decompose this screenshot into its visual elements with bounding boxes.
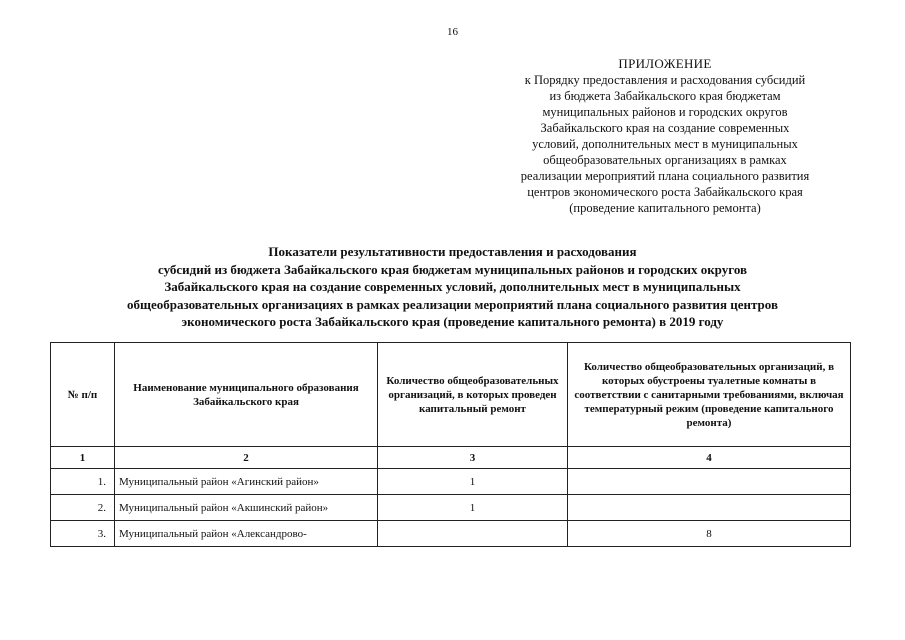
- title-line: Забайкальского края на создание современных условий, дополнительных мест в муниципальных: [164, 279, 741, 294]
- appendix-line: (проведение капитального ремонта): [569, 201, 761, 215]
- table-row: [51, 521, 851, 547]
- title-line: экономического роста Забайкальского края (проведение капитального ремонта) в 2019 году: [181, 314, 724, 329]
- toilet-count: 8: [568, 521, 851, 547]
- repaired-count: 1: [378, 469, 568, 495]
- title-line: субсидий из бюджета Забайкальского края бюджетам муниципальных районов и городских округов: [157, 261, 748, 277]
- appendix-line: к Порядку предоставления и расходования субсидий: [524, 73, 806, 87]
- column-numbers-row: [51, 447, 851, 469]
- page-number: 16: [447, 26, 458, 38]
- table-row: [51, 495, 851, 521]
- indicators-table: [50, 342, 851, 547]
- row-number: 2.: [51, 495, 115, 521]
- municipality-name: Муниципальный район «Агинский район»: [115, 469, 378, 495]
- row-number: 3.: [51, 521, 115, 547]
- header-repaired-count: Количество общеобразовательных организаций, в которых проведен капитальный ремонт: [378, 343, 568, 447]
- appendix-line: муниципальных районов и городских округов: [542, 105, 788, 119]
- appendix-title: ПРИЛОЖЕНИЕ: [618, 56, 712, 71]
- repaired-count: [378, 521, 568, 547]
- column-number: 3: [378, 447, 568, 469]
- title-line: Показатели результативности предоставления и расходования: [268, 244, 637, 259]
- table-header-row: [51, 343, 851, 447]
- municipality-name: Муниципальный район «Акшинский район»: [115, 495, 378, 521]
- appendix-line: из бюджета Забайкальского края бюджетам: [549, 89, 781, 103]
- title-line: общеобразовательных организациях в рамках реализации мероприятий плана социального развития центров: [127, 296, 778, 312]
- appendix-line: Забайкальского края на создание современных: [540, 121, 790, 135]
- header-toilet-count: Количество общеобразовательных организаций, в которых обустроены туалетные комнаты в соответствии с санитарными требованиями, включая температурный режим (проведение капитального ремонта): [568, 343, 851, 447]
- appendix-block: [470, 56, 860, 216]
- row-number: 1.: [51, 469, 115, 495]
- municipality-name: Муниципальный район «Александрово-: [115, 521, 378, 547]
- toilet-count: [568, 495, 851, 521]
- repaired-count: 1: [378, 495, 568, 521]
- appendix-line: условий, дополнительных мест в муниципальных: [532, 137, 798, 151]
- column-number: 4: [568, 447, 851, 469]
- header-number: № п/п: [51, 343, 115, 447]
- document-title: [30, 243, 875, 331]
- column-number: 1: [51, 447, 115, 469]
- toilet-count: [568, 469, 851, 495]
- column-number: 2: [115, 447, 378, 469]
- appendix-line: общеобразовательных организациях в рамках: [543, 153, 787, 167]
- appendix-line: реализации мероприятий плана социального развития: [520, 169, 810, 183]
- appendix-line: центров экономического роста Забайкальского края: [527, 185, 803, 199]
- header-municipality: Наименование муниципального образования Забайкальского края: [115, 343, 378, 447]
- table-row: [51, 469, 851, 495]
